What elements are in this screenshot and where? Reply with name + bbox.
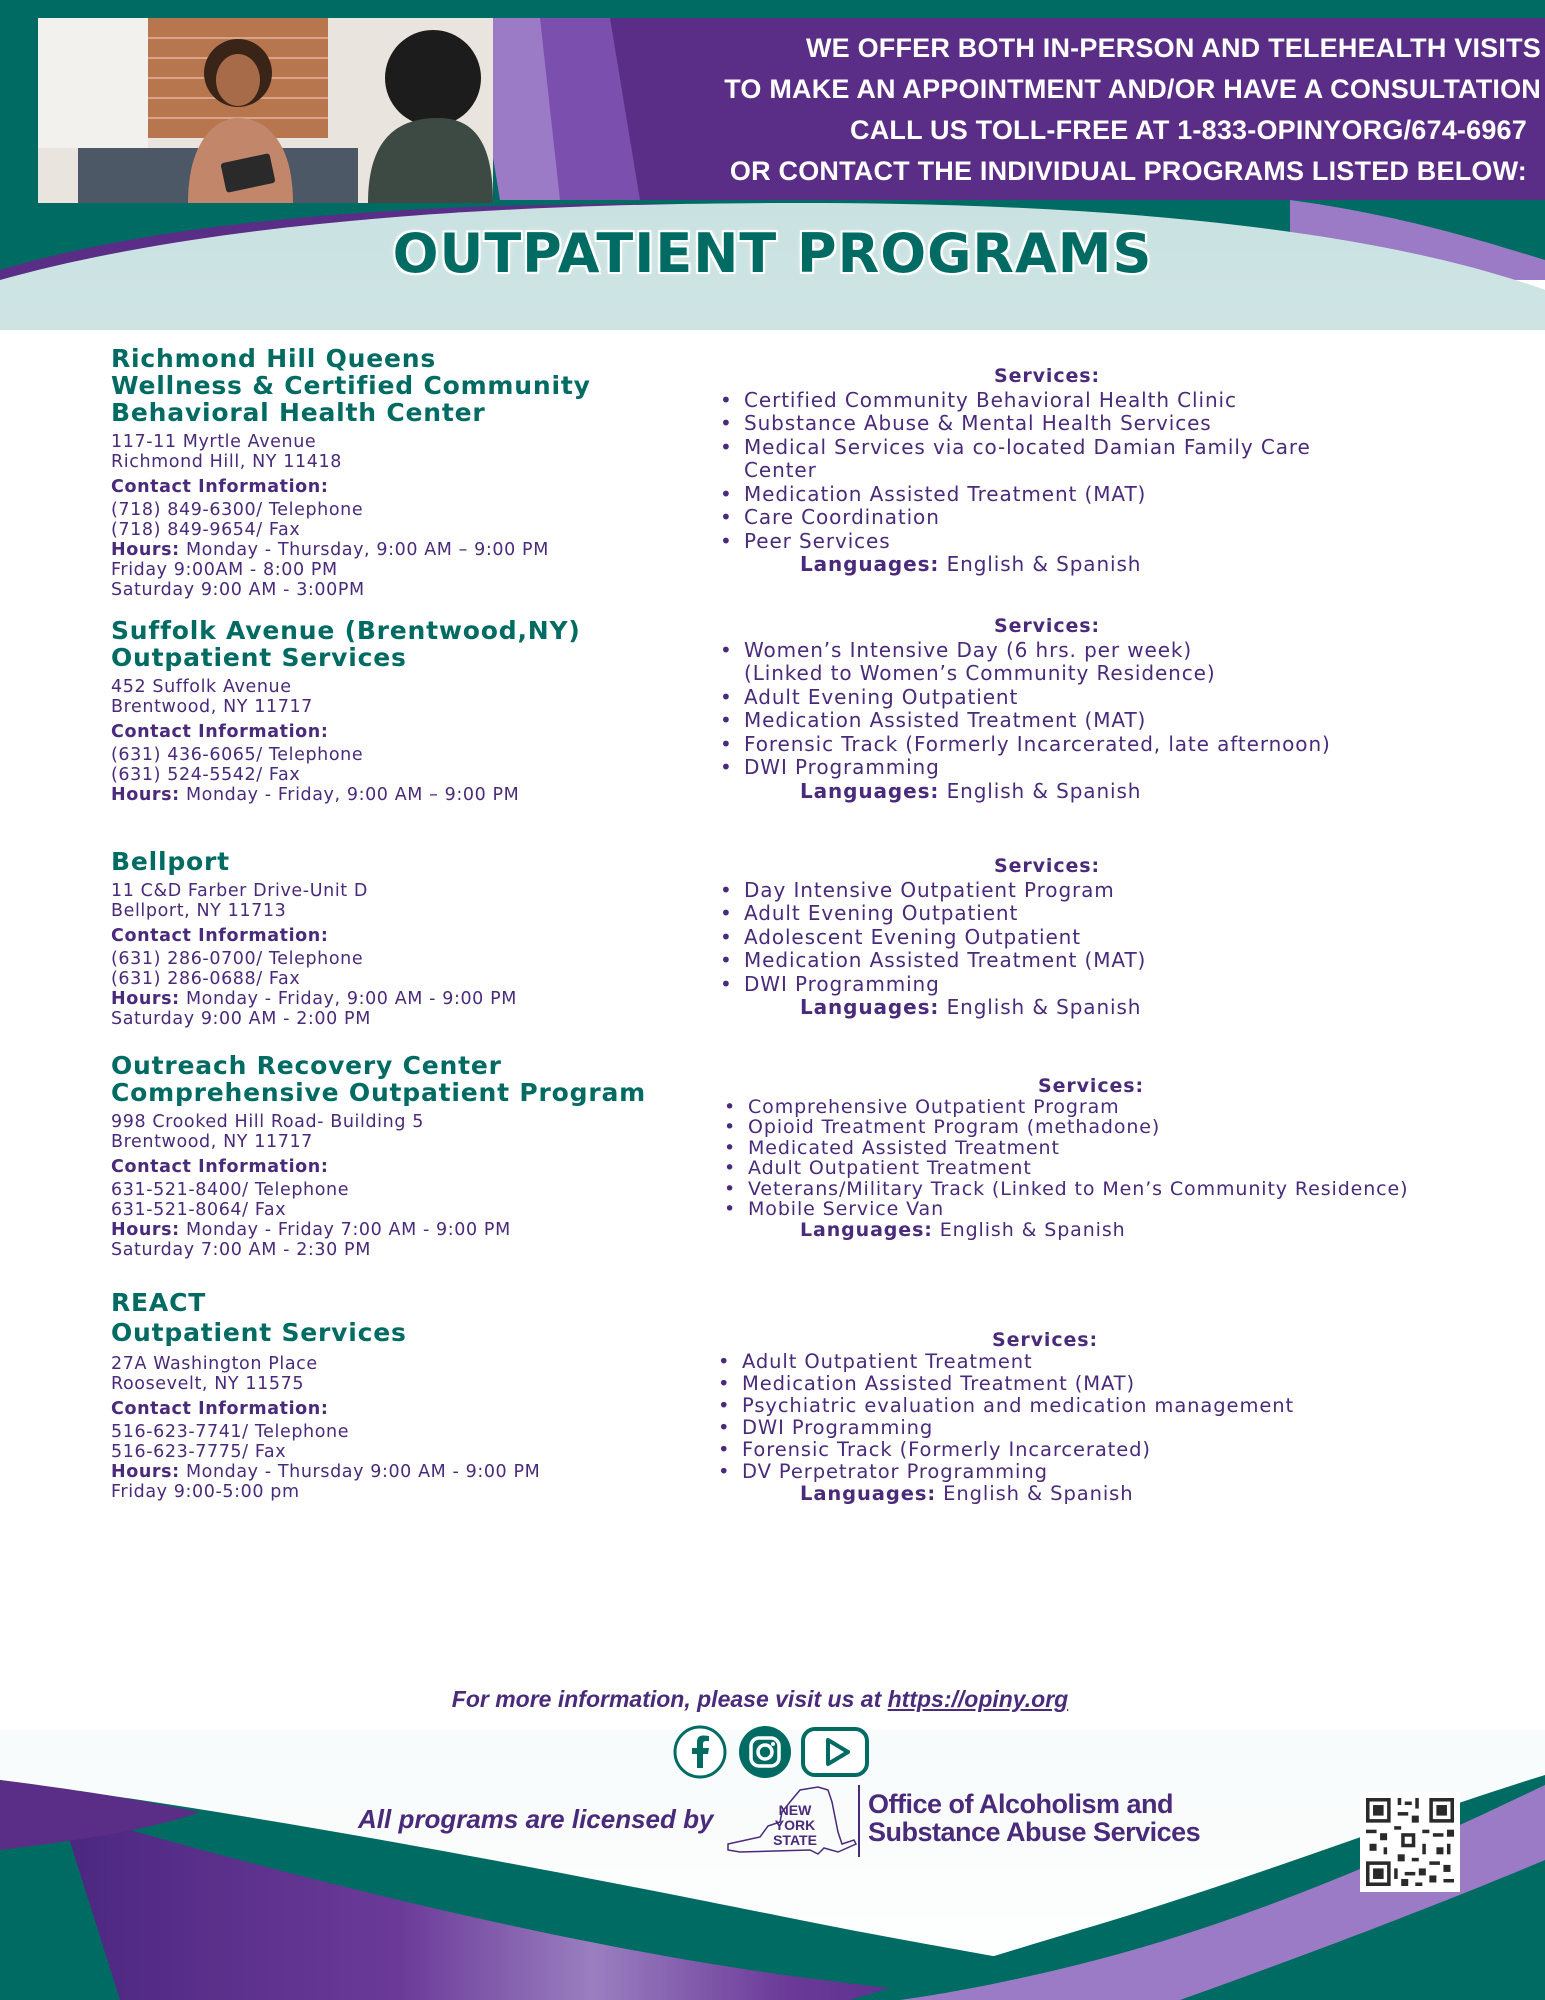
service-item: • Medication Assisted Treatment (MAT): [710, 1373, 1510, 1395]
instagram-icon[interactable]: [737, 1724, 793, 1780]
services-label: Services:: [1038, 1075, 1144, 1097]
address-line: 117-11 Myrtle Avenue: [111, 432, 317, 452]
services-bellport: [712, 855, 1512, 1020]
languages-value: English & Spanish: [943, 1482, 1134, 1505]
contact-label: Contact Information:: [111, 926, 329, 946]
address-line: 998 Crooked Hill Road- Building 5: [111, 1112, 424, 1132]
services-label: Services:: [994, 855, 1100, 877]
service-item: • DWI Programming: [710, 1417, 1510, 1439]
program-name-line: Behavioral Health Center: [111, 398, 486, 427]
fax: (631) 286-0688/ Fax: [111, 969, 301, 989]
languages-line: [712, 996, 1512, 1020]
services-label: Services:: [994, 615, 1100, 637]
languages-line: [712, 553, 1512, 577]
service-item: • Medication Assisted Treatment (MAT): [712, 949, 1512, 973]
telephone: 631-521-8400/ Telephone: [111, 1180, 350, 1200]
hours-value: Monday - Thursday 9:00 AM - 9:00 PM: [185, 1462, 541, 1482]
service-item: • DV Perpetrator Programming: [710, 1461, 1510, 1483]
languages-line: [716, 1220, 1516, 1241]
hours-value: Monday - Friday 7:00 AM - 9:00 PM: [185, 1220, 511, 1240]
qr-code[interactable]: [1360, 1792, 1460, 1892]
service-item: • Peer Services: [712, 530, 1512, 554]
logo-divider: [858, 1785, 860, 1857]
program-richmond-hill: [111, 345, 711, 600]
program-name-line: Outpatient Services: [111, 1318, 407, 1347]
languages-line: [710, 1483, 1510, 1505]
service-item: • Psychiatric evaluation and medication management: [710, 1395, 1510, 1417]
hours-line: [111, 540, 711, 560]
program-address: [111, 432, 711, 472]
program-name-line: REACT: [111, 1288, 207, 1317]
program-name: [111, 345, 711, 426]
service-item: • Veterans/Military Track (Linked to Men’s Community Residence): [716, 1179, 1516, 1200]
fax: 516-623-7775/ Fax: [111, 1442, 287, 1462]
program-name-line: Wellness & Certified Community: [111, 371, 591, 400]
program-name: [111, 848, 711, 875]
new-york-state-map-icon: [720, 1782, 860, 1862]
hours-value: Monday - Thursday, 9:00 AM – 9:00 PM: [185, 540, 549, 560]
languages-label: Languages:: [800, 1218, 933, 1241]
youtube-icon[interactable]: [800, 1724, 870, 1780]
hours-value: Monday - Friday, 9:00 AM – 9:00 PM: [185, 785, 520, 805]
page-title: OUTPATIENT PROGRAMS: [392, 222, 1153, 285]
service-item: • Adult Outpatient Treatment: [710, 1351, 1510, 1373]
contact-label: Contact Information:: [111, 477, 329, 497]
nys-text-state: STATE: [773, 1832, 817, 1848]
hours-label: Hours:: [111, 989, 180, 1009]
address-line: 11 C&D Farber Drive-Unit D: [111, 881, 368, 901]
service-item: • Forensic Track (Formerly Incarcerated, late afternoon): [712, 733, 1512, 757]
services-suffolk-avenue: [712, 615, 1512, 803]
service-item: • Medical Services via co-located Damian Family Care: [712, 436, 1512, 460]
fax: (718) 849-9654/ Fax: [111, 520, 301, 540]
program-name-line: Comprehensive Outpatient Program: [111, 1078, 646, 1107]
program-name-line: Outpatient Services: [111, 643, 407, 672]
hours-value: Monday - Friday, 9:00 AM - 9:00 PM: [185, 989, 517, 1009]
program-name-line: Bellport: [111, 847, 230, 876]
contact-label: Contact Information:: [111, 722, 329, 742]
program-name-line: Outreach Recovery Center: [111, 1051, 502, 1080]
header-line: WE OFFER BOTH IN-PERSON AND TELEHEALTH VISITS: [805, 33, 1541, 63]
service-item: • Women’s Intensive Day (6 hrs. per week): [712, 639, 1512, 663]
nys-text-york: YORK: [774, 1817, 816, 1833]
hours-value: Saturday 9:00 AM - 2:00 PM: [111, 1009, 371, 1029]
program-address: [111, 1112, 711, 1152]
consultation-photo: [38, 18, 493, 203]
languages-line: [712, 780, 1512, 804]
service-item: • Opioid Treatment Program (methadone): [716, 1117, 1516, 1138]
hours-value: Saturday 9:00 AM - 3:00PM: [111, 580, 365, 600]
service-item: • Medication Assisted Treatment (MAT): [712, 709, 1512, 733]
program-outreach-recovery: [111, 1052, 711, 1260]
service-item: • Substance Abuse & Mental Health Services: [712, 412, 1512, 436]
languages-value: English & Spanish: [946, 995, 1142, 1019]
contact-label: Contact Information:: [111, 1399, 329, 1419]
program-react: [111, 1288, 711, 1502]
languages-value: English & Spanish: [946, 778, 1142, 803]
service-item: • DWI Programming: [712, 973, 1512, 997]
telephone: (718) 849-6300/ Telephone: [111, 500, 364, 520]
service-item: • Day Intensive Outpatient Program: [712, 879, 1512, 903]
fax: (631) 524-5542/ Fax: [111, 765, 301, 785]
oasas-logo-text: [868, 1790, 1200, 1846]
service-item: • Care Coordination: [712, 506, 1512, 530]
oasas-line: Office of Alcoholism and: [868, 1789, 1174, 1819]
service-item: • DWI Programming: [712, 756, 1512, 780]
services-label: Services:: [994, 365, 1100, 387]
hours-value: Friday 9:00-5:00 pm: [111, 1482, 300, 1502]
service-item: • Adolescent Evening Outpatient: [712, 926, 1512, 950]
facebook-icon[interactable]: [672, 1724, 728, 1780]
address-line: Roosevelt, NY 11575: [111, 1374, 305, 1394]
hours-label: Hours:: [111, 1462, 180, 1482]
header-banner: [565, 28, 1545, 192]
telephone: (631) 436-6065/ Telephone: [111, 745, 364, 765]
nys-text-new: NEW: [778, 1802, 812, 1818]
address-line: Bellport, NY 11713: [111, 901, 287, 921]
program-name: [111, 1052, 711, 1106]
service-item: • Certified Community Behavioral Health Clinic: [712, 389, 1512, 413]
service-item: • Medicated Assisted Treatment: [716, 1138, 1516, 1159]
hours-value: Friday 9:00AM - 8:00 PM: [111, 560, 338, 580]
services-label: Services:: [992, 1329, 1098, 1351]
service-item-cont: Center: [744, 458, 817, 482]
header-line: CALL US TOLL-FREE AT 1-833-OPINYORG/674-6967: [850, 115, 1527, 145]
address-line: Richmond Hill, NY 11418: [111, 452, 342, 472]
hours-line: [111, 989, 711, 1009]
program-name: [111, 1288, 711, 1348]
languages-value: English & Spanish: [939, 1218, 1126, 1241]
oasas-line: Substance Abuse Services: [868, 1817, 1201, 1847]
service-item: • Medication Assisted Treatment (MAT): [712, 483, 1512, 507]
hours-label: Hours:: [111, 1220, 180, 1240]
program-address: [111, 881, 711, 921]
service-item: • Comprehensive Outpatient Program: [716, 1097, 1516, 1118]
address-line: Brentwood, NY 11717: [111, 1132, 313, 1152]
hours-line: [111, 1462, 711, 1482]
languages-label: Languages:: [800, 1482, 937, 1505]
program-bellport: [111, 848, 711, 1029]
program-name: [111, 617, 711, 671]
services-outreach-recovery: [716, 1076, 1516, 1240]
footer-info-text: For more information, please visit us at: [451, 1686, 888, 1712]
program-name-line: Richmond Hill Queens: [111, 344, 437, 373]
address-line: 27A Washington Place: [111, 1354, 318, 1374]
service-item: • Mobile Service Van: [716, 1199, 1516, 1220]
footer-info: [0, 1686, 1520, 1713]
services-richmond-hill: [712, 365, 1512, 577]
website-link[interactable]: https://opiny.org: [887, 1686, 1069, 1712]
hours-label: Hours:: [111, 540, 180, 560]
hours-line: [111, 1220, 711, 1240]
program-name-line: Suffolk Avenue (Brentwood,NY): [111, 616, 581, 645]
service-item: • Forensic Track (Formerly Incarcerated): [710, 1439, 1510, 1461]
fax: 631-521-8064/ Fax: [111, 1200, 287, 1220]
header-line: TO MAKE AN APPOINTMENT AND/OR HAVE A CONSULTATION: [724, 74, 1541, 104]
service-item-cont: (Linked to Women’s Community Residence): [744, 661, 1216, 685]
hours-label: Hours:: [111, 785, 180, 805]
languages-label: Languages:: [800, 778, 940, 803]
hours-value: Saturday 7:00 AM - 2:30 PM: [111, 1240, 371, 1260]
program-address: [111, 677, 711, 717]
telephone: 516-623-7741/ Telephone: [111, 1422, 350, 1442]
service-item: • Adult Outpatient Treatment: [716, 1158, 1516, 1179]
address-line: 452 Suffolk Avenue: [111, 677, 292, 697]
licensed-by-text: All programs are licensed by: [358, 1804, 714, 1834]
contact-label: Contact Information:: [111, 1157, 329, 1177]
languages-value: English & Spanish: [946, 552, 1142, 576]
service-item: • Adult Evening Outpatient: [712, 902, 1512, 926]
languages-label: Languages:: [800, 552, 940, 576]
service-item: • Adult Evening Outpatient: [712, 686, 1512, 710]
languages-label: Languages:: [800, 995, 940, 1019]
program-suffolk-avenue: [111, 617, 711, 805]
services-react: [710, 1329, 1510, 1505]
telephone: (631) 286-0700/ Telephone: [111, 949, 364, 969]
address-line: Brentwood, NY 11717: [111, 697, 313, 717]
header-line: OR CONTACT THE INDIVIDUAL PROGRAMS LISTED BELOW:: [729, 156, 1527, 186]
program-address: [111, 1354, 711, 1394]
hours-line: [111, 785, 711, 805]
